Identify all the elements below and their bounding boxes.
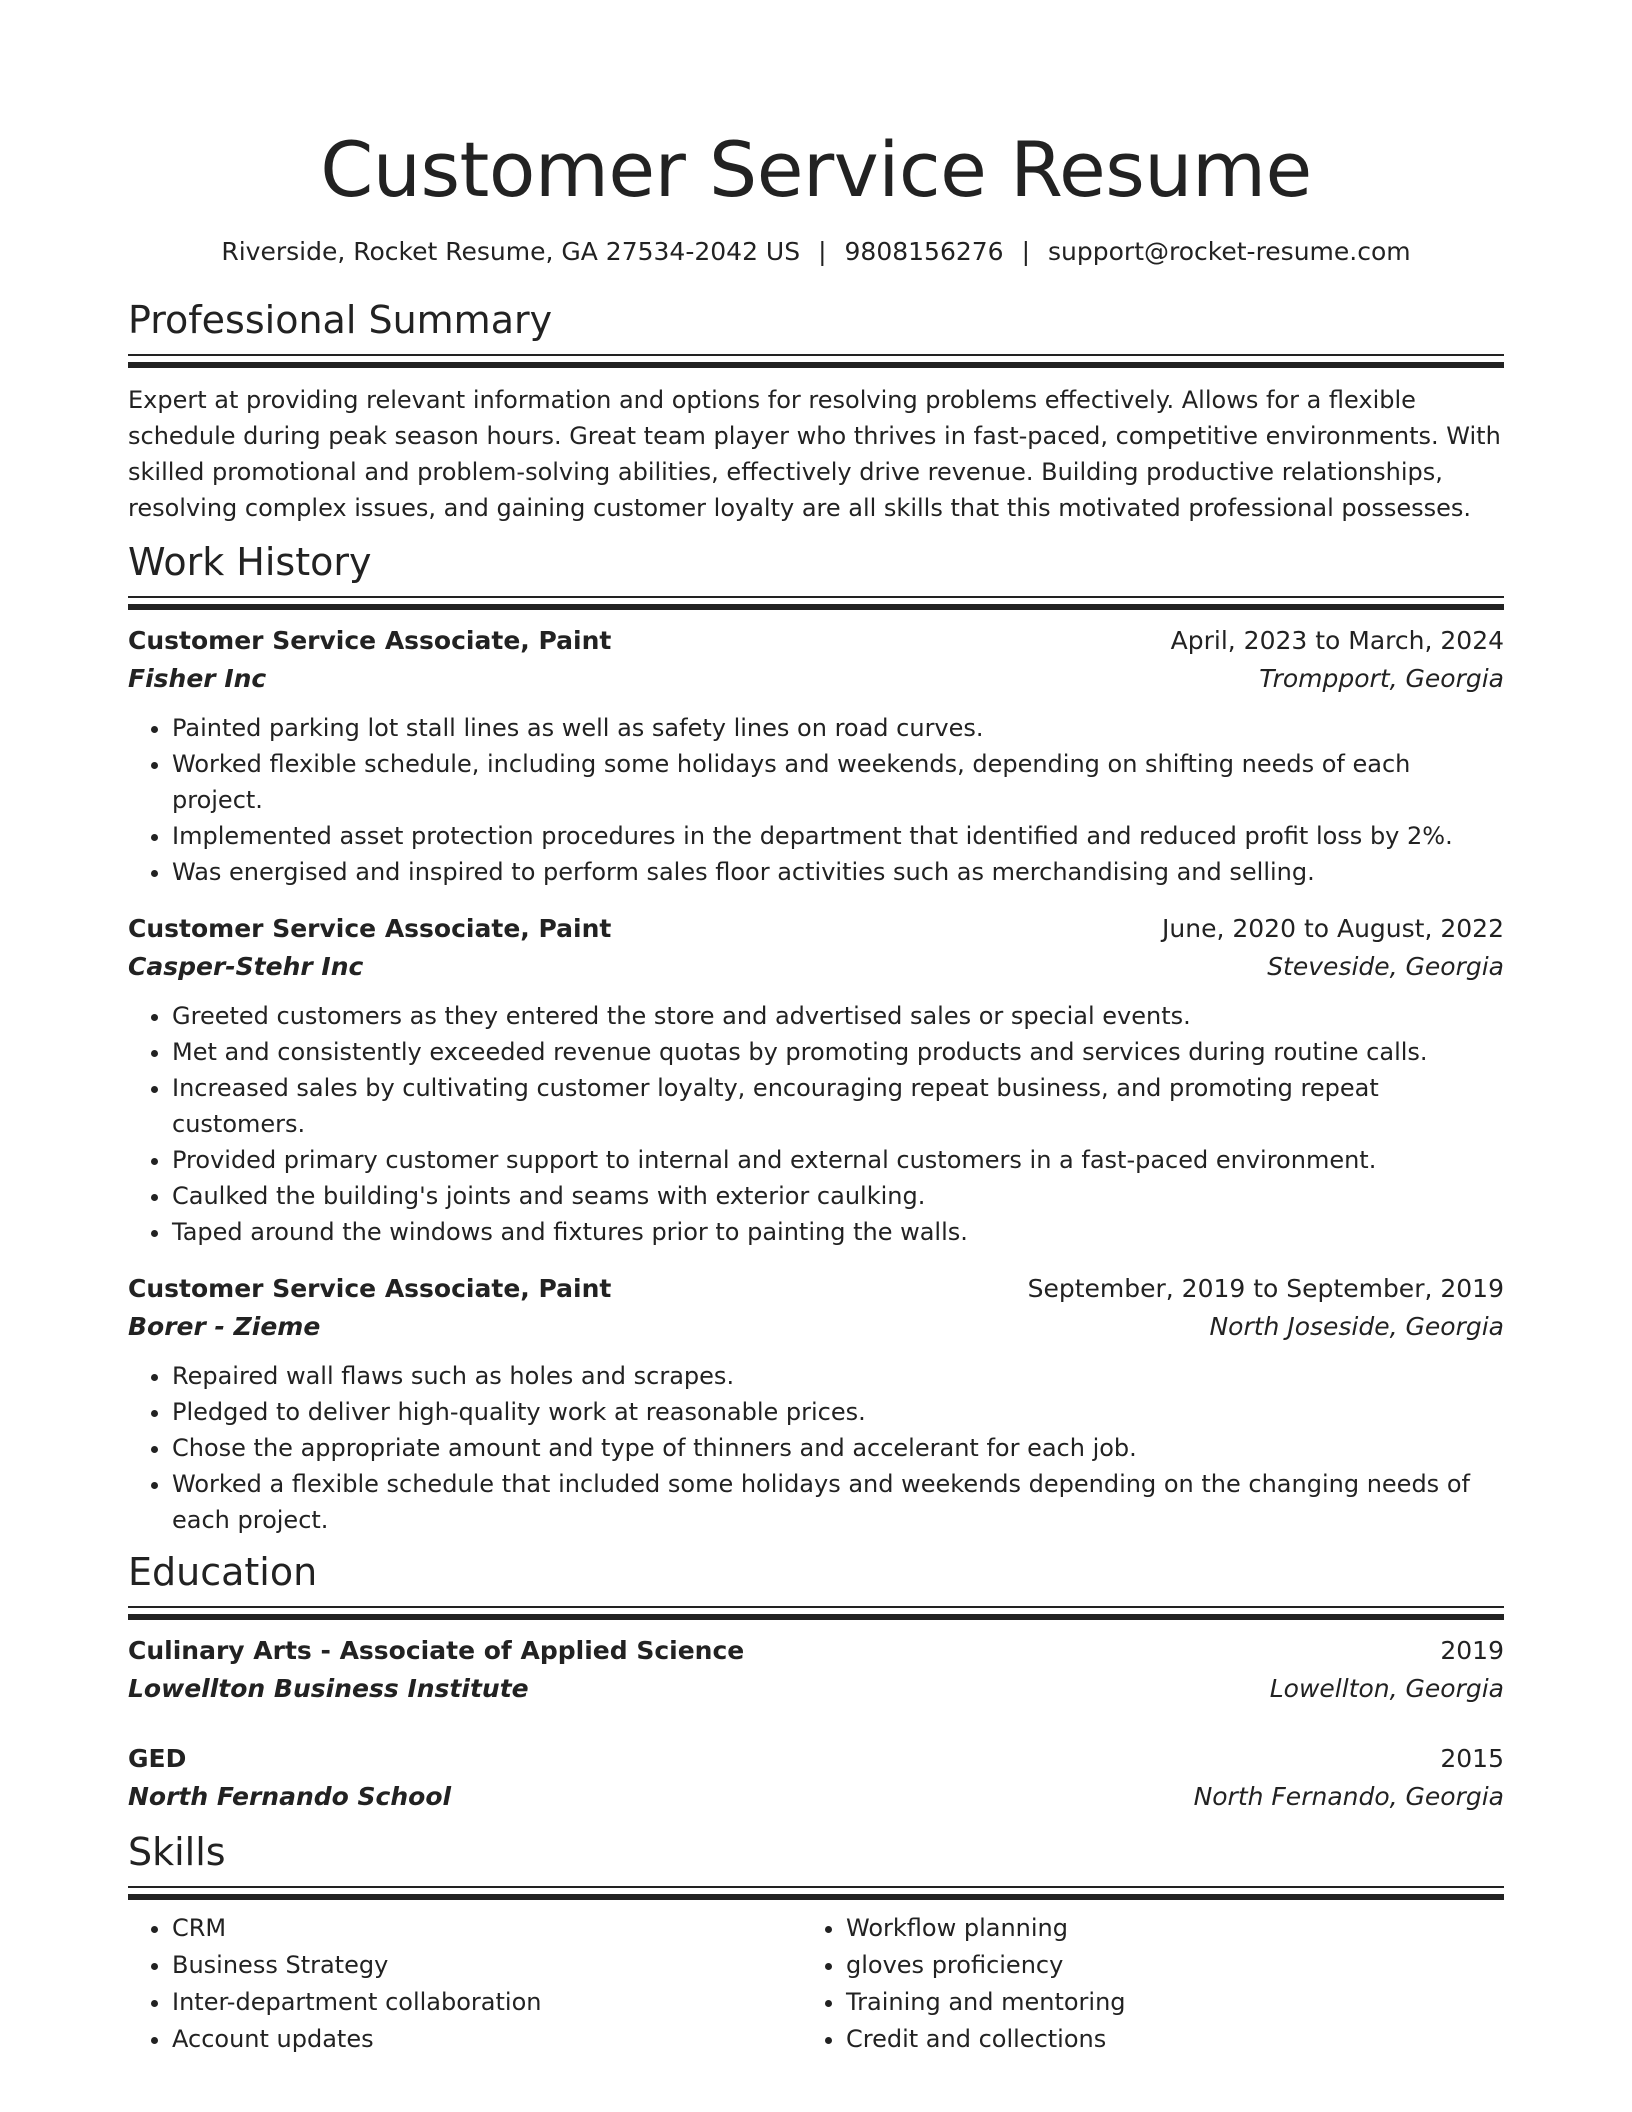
job-bullet: • Increased sales by cultivating customer loyalty, encouraging repeat business, and promoting repeat customers. [172,1070,1504,1142]
section-divider [128,596,1504,610]
education-school: North Fernando School [128,1782,452,1811]
work-history-section [128,538,1504,1538]
education-location: Lowellton, Georgia [1269,1674,1504,1703]
education-degree: GED [128,1744,187,1773]
education-section [128,1548,1504,1816]
skills-column-left [128,1910,802,2058]
job-company: Casper-Stehr Inc [128,952,364,981]
education-year: 2015 [1440,1744,1504,1773]
job-location: Steveside, Georgia [1267,952,1504,981]
job-bullets [128,1358,1504,1538]
skill-item: • CRM [172,1910,802,1947]
job-location: North Joseside, Georgia [1209,1312,1504,1341]
job-bullets [128,710,1504,890]
job-company: Borer - Zieme [128,1312,321,1341]
education-entry [128,1632,1504,1708]
job-dates: September, 2019 to September, 2019 [1027,1274,1504,1303]
job-dates: June, 2020 to August, 2022 [1162,914,1504,943]
job-bullet: • Painted parking lot stall lines as well as safety lines on road curves. [172,710,1504,746]
job-entry [128,1270,1504,1538]
section-heading-education: Education [128,1550,318,1594]
education-year: 2019 [1440,1636,1504,1665]
skill-item: • Business Strategy [172,1947,802,1984]
summary-section [128,296,1504,526]
skills-column-right [802,1910,1476,2058]
education-entry [128,1740,1504,1816]
section-heading-work-history: Work History [128,540,372,584]
education-school: Lowellton Business Institute [128,1674,529,1703]
job-bullet: • Taped around the windows and fixtures prior to painting the walls. [172,1214,1504,1250]
section-heading-summary: Professional Summary [128,298,553,342]
job-title: Customer Service Associate, Paint [128,1274,612,1303]
skill-item: • Inter-department collaboration [172,1984,802,2021]
job-dates: April, 2023 to March, 2024 [1170,626,1504,655]
skill-item: • Credit and collections [846,2021,1476,2058]
skills-columns [128,1910,1504,2058]
summary-text: Expert at providing relevant information and options for resolving problems effectively. Allows for a flexible schedule during peak season hours. Great team player who thrives in fast-paced, competitive environments. With skilled promotional and problem-solving abilities, effectively drive revenue. Building productive relationships, resolving complex issues, and gaining customer loyalty are all skills that this motivated professional possesses. [128,386,1501,522]
job-bullet: • Repaired wall flaws such as holes and scrapes. [172,1358,1504,1394]
contact-line [128,234,1504,270]
contact-phone: 9808156276 [844,237,1004,266]
section-divider [128,1886,1504,1900]
job-bullet: • Caulked the building's joints and seams with exterior caulking. [172,1178,1504,1214]
skill-item: • gloves proficiency [846,1947,1476,1984]
contact-separator: | [1021,237,1031,266]
job-entry [128,622,1504,890]
job-bullet: • Worked flexible schedule, including some holidays and weekends, depending on shifting needs of each project. [172,746,1504,818]
job-title: Customer Service Associate, Paint [128,626,612,655]
job-bullet: • Implemented asset protection procedures in the department that identified and reduced profit loss by 2%. [172,818,1504,854]
resume-title: Customer Service Resume [320,125,1312,214]
skills-section [128,1828,1504,2058]
job-bullet: • Worked a flexible schedule that included some holidays and weekends depending on the changing needs of each project. [172,1466,1504,1538]
job-location: Trompport, Georgia [1259,664,1504,693]
job-bullet: • Pledged to deliver high-quality work at reasonable prices. [172,1394,1504,1430]
job-bullet: • Chose the appropriate amount and type of thinners and accelerant for each job. [172,1430,1504,1466]
education-degree: Culinary Arts - Associate of Applied Science [128,1636,745,1665]
job-title: Customer Service Associate, Paint [128,914,612,943]
job-bullet: • Was energised and inspired to perform sales floor activities such as merchandising and selling. [172,854,1504,890]
contact-separator: | [818,237,827,266]
education-location: North Fernando, Georgia [1193,1782,1504,1811]
job-entry [128,910,1504,1250]
skill-item: • Training and mentoring [846,1984,1476,2021]
section-divider [128,1606,1504,1620]
section-divider [128,354,1504,368]
job-bullet: • Met and consistently exceeded revenue quotas by promoting products and services during routine calls. [172,1034,1504,1070]
job-bullet: • Provided primary customer support to internal and external customers in a fast-paced environment. [172,1142,1504,1178]
job-bullets [128,998,1504,1250]
section-heading-skills: Skills [128,1830,226,1874]
contact-email: support@rocket-resume.com [1048,237,1411,266]
contact-address: Riverside, Rocket Resume, GA 27534-2042 US [221,237,801,266]
skill-item: • Account updates [172,2021,802,2058]
job-company: Fisher Inc [128,664,267,693]
job-bullet: • Greeted customers as they entered the store and advertised sales or special events. [172,998,1504,1034]
skill-item: • Workflow planning [846,1910,1476,1947]
